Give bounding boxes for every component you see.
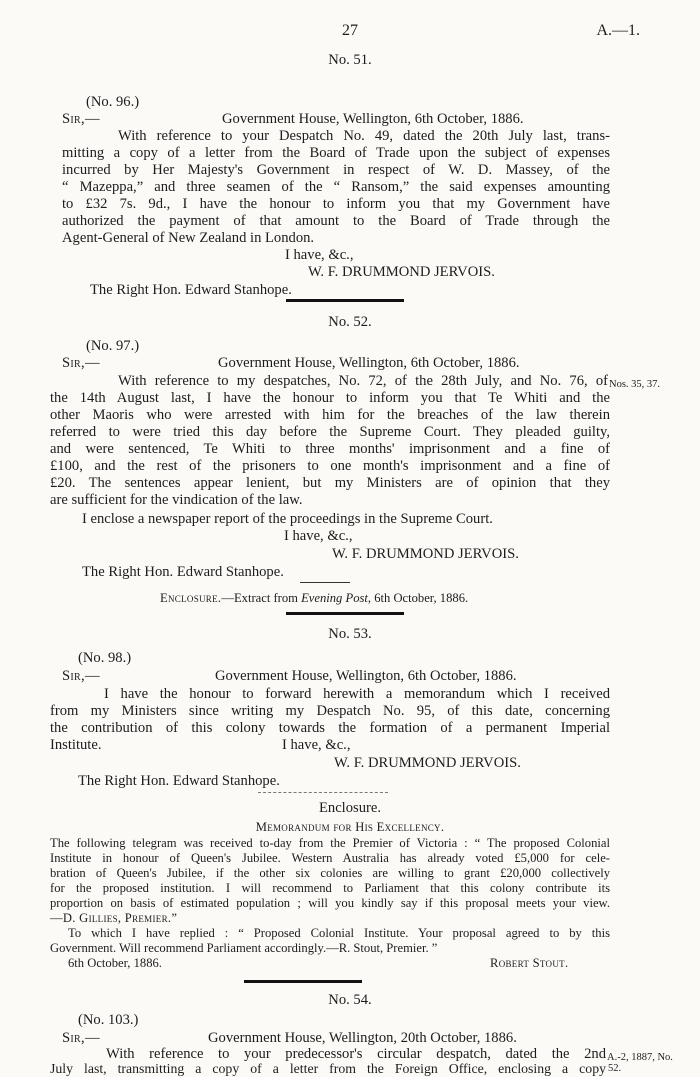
body-line: from my Ministers since writing my Despatch No. 95, of this date, concerning: [50, 703, 610, 719]
body-line: £100, and the rest of the prisoners to one month's imprisonment and a fine of: [50, 458, 610, 474]
section-divider: [244, 980, 362, 983]
letter-number: No. 54.: [328, 992, 372, 1008]
body-line: the contribution of this colony towards the formation of a permanent Imperial: [50, 720, 610, 736]
addressee: The Right Hon. Edward Stanhope.: [90, 282, 292, 298]
salutation: Sir,—: [62, 355, 100, 371]
body-line: With reference to my despatches, No. 72, of the 28th July, and No. 76, of: [118, 373, 608, 389]
body-line: With reference to your predecessor's circular despatch, dated the 2nd: [106, 1046, 606, 1062]
addressee: The Right Hon. Edward Stanhope.: [82, 564, 284, 580]
memo-line: To which I have replied : “ Proposed Colonial Institute. Your proposal agreed to by this: [68, 926, 610, 940]
memo-label: Memorandum for His Excellency.: [255, 820, 445, 834]
letter-number: No. 52.: [328, 314, 372, 330]
enclosure-label: Enclosure.: [160, 591, 222, 605]
margin-note: A.-2, 1887, No.: [607, 1052, 673, 1063]
signature: W. F. DRUMMOND JERVOIS.: [308, 264, 495, 280]
memo-line: Institute in honour of Queen's Jubilee. Western Australia has already voted £5,000 for cele-: [50, 851, 610, 865]
memo-date: 6th October, 1886.: [68, 956, 162, 970]
despatch-number: (No. 97.): [86, 338, 140, 354]
memo-line: The following telegram was received to-day from the Premier of Victoria : “ The proposed Colonial: [50, 836, 610, 850]
letter-number: No. 53.: [328, 626, 372, 642]
signature: W. F. DRUMMOND JERVOIS.: [334, 755, 521, 771]
body-line: I have the honour to forward herewith a memorandum which I received: [104, 686, 610, 702]
place-date: Government House, Wellington, 6th October, 1886.: [222, 111, 524, 127]
closing: I have, &c.,: [282, 737, 351, 753]
body-line: mitting a copy of a letter from the Board of Trade upon the subject of expenses: [62, 145, 610, 161]
body-line: With reference to your Despatch No. 49, dated the 20th July last, trans-: [118, 128, 610, 144]
place-date: Government House, Wellington, 6th October, 1886.: [218, 355, 520, 371]
body-line: Institute.: [50, 737, 102, 753]
letter-number: No. 51.: [328, 52, 372, 68]
enclosure-heading: Enclosure.: [318, 800, 381, 816]
section-divider: [286, 299, 404, 302]
section-divider: [286, 612, 404, 615]
memo-line: —D. Gillies, Premier.”: [50, 911, 178, 925]
body-line: £20. The sentences appear lenient, but my Ministers are of opinion that they: [50, 475, 610, 491]
enclosure-text: —Extract from: [221, 591, 302, 605]
enclosure-source: Evening Post: [301, 591, 368, 605]
body-line: I enclose a newspaper report of the proceedings in the Supreme Court.: [82, 511, 493, 527]
margin-note: 52.: [608, 1063, 622, 1074]
salutation: Sir,—: [62, 111, 100, 127]
memo-line: proportion on basis of estimated population ; will you kindly say if this proposal meets your view.: [50, 896, 610, 910]
page-number: 27: [342, 22, 358, 39]
memo-line: bration of Queen's Jubilee, if the other six colonies are willing to grant £20,000 collectively: [50, 866, 610, 880]
body-line: July last, transmitting a copy of a letter from the Foreign Office, enclosing a copy: [50, 1061, 606, 1076]
enclosure-note: [160, 591, 468, 606]
closing: I have, &c.,: [284, 528, 353, 544]
memo-line: Government. Will recommend Parliament accordingly.—R. Stout, Premier. ”: [50, 941, 438, 955]
despatch-number: (No. 96.): [86, 94, 140, 110]
body-line: referred to were tried this day before the Supreme Court. They pleaded guilty,: [50, 424, 610, 440]
body-line: Agent-General of New Zealand in London.: [62, 230, 315, 246]
short-divider: [300, 582, 350, 583]
despatch-number: (No. 103.): [78, 1012, 139, 1028]
body-line: authorized the payment of that amount to the Board of Trade through the: [62, 213, 610, 229]
margin-note: Nos. 35, 37.: [609, 379, 661, 390]
despatch-number: (No. 98.): [78, 650, 132, 666]
memo-signature: Robert Stout.: [490, 956, 569, 970]
body-line: the 14th August last, I have the honour to inform you that Te Whiti and the: [50, 390, 610, 406]
closing: I have, &c.,: [285, 247, 354, 263]
dashed-divider: [258, 792, 388, 793]
body-line: and were sentenced, Te Whiti to three months' imprisonment and a fine of: [50, 441, 610, 457]
addressee: The Right Hon. Edward Stanhope.: [78, 773, 280, 789]
memo-line: for the proposed institution. I will recommend to Parliament that this colony contribute its: [50, 881, 610, 895]
signature: W. F. DRUMMOND JERVOIS.: [332, 546, 519, 562]
paper-reference: A.—1.: [596, 22, 640, 39]
enclosure-date: , 6th October, 1886.: [367, 591, 469, 605]
body-line: to £32 7s. 9d., I have the honour to inform you that my Government have: [62, 196, 610, 212]
place-date: Government House, Wellington, 6th October, 1886.: [215, 668, 517, 684]
body-line: incurred by Her Majesty's Government in respect of W. D. Massey, of the: [62, 162, 610, 178]
salutation: Sir,—: [62, 1030, 100, 1046]
body-line: “ Mazeppa,” and three seamen of the “ Ransom,” the said expenses amounting: [62, 179, 610, 195]
body-line: are sufficient for the vindication of the law.: [50, 492, 303, 508]
place-date: Government House, Wellington, 20th October, 1886.: [208, 1030, 517, 1046]
body-line: other Maoris who were arrested with him for the breaches of the law therein: [50, 407, 610, 423]
salutation: Sir,—: [62, 668, 100, 684]
